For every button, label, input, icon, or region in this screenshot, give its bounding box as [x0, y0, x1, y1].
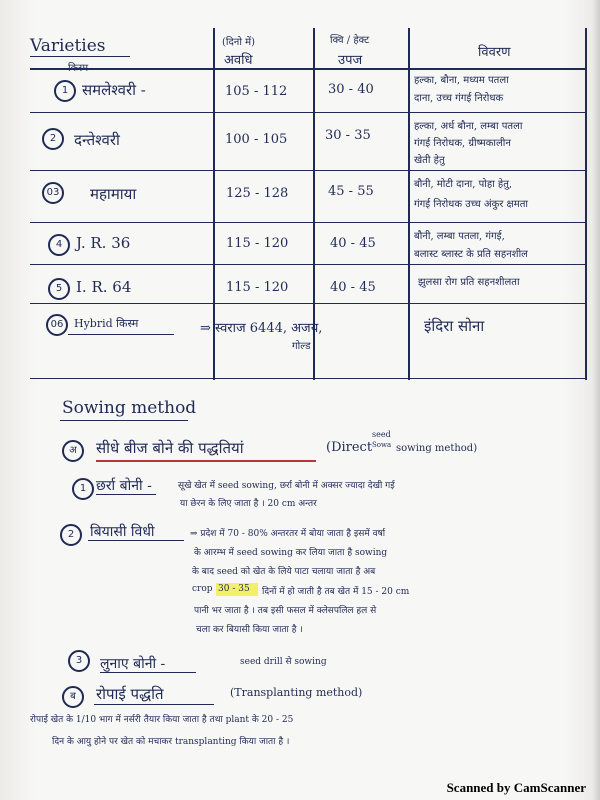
row-variety-name: I. R. 64 [76, 278, 132, 296]
row-desc-line: बौनी, मोटी दाना, पोहा हेतु, [414, 179, 513, 190]
header-yield: उपज [338, 53, 363, 68]
row-duration: 100 - 105 [225, 132, 288, 147]
header-duration-top: (दिनो में) [222, 37, 256, 48]
method-3-text: seed drill से sowing [240, 657, 327, 667]
section-b-title: रोपाई पद्धति [96, 685, 164, 703]
header-varieties-sub [68, 60, 88, 74]
table-col-divider-right [585, 28, 587, 380]
row-number: 4 [48, 234, 70, 256]
method-2-line: के आरम्भ में seed sowing कर लिया जाता है sowing [194, 548, 388, 558]
row-yield: 30 - 35 [325, 128, 371, 143]
section-a-en-small: seed [372, 430, 391, 439]
method-2-line: पानी भर जाता है । तब इसी फसल में क्लेसपलिल हल से [194, 606, 377, 616]
row-number: 03 [42, 182, 64, 204]
row-desc-line: बलास्ट ब्लास्ट के प्रति सहनशील [414, 249, 528, 260]
sowing-heading-underline [60, 420, 188, 421]
row-variety-name: दन्तेश्वरी [74, 131, 120, 149]
section-a-en-pre: (Direct [326, 440, 373, 455]
section-a-en-post: sowing method) [396, 443, 478, 454]
row-number: 06 [46, 314, 68, 336]
row-desc-line: खेती हेतु [414, 155, 445, 166]
table-row-rule [30, 222, 585, 223]
row-duration-cont: गोल्ड [292, 341, 311, 352]
table-row-rule [30, 303, 585, 304]
table-bottom-rule [30, 378, 585, 379]
row-duration: 115 - 120 [226, 280, 289, 295]
header-varieties: Varieties [30, 36, 106, 56]
table-header-rule [30, 68, 585, 70]
method-3-title: लुनाए बोनी - [100, 656, 166, 672]
header-varieties-underline [30, 56, 130, 57]
row-yield: 40 - 45 [330, 280, 376, 295]
row-duration: 125 - 128 [226, 186, 289, 201]
method-2-line: के बाद seed को खेत के लिये पाटा चलाया जाता है अब [192, 567, 376, 577]
table-row-rule [30, 112, 585, 113]
section-b-underline [94, 704, 214, 705]
row-variety-name: समलेश्वरी - [82, 81, 146, 99]
scanner-watermark: Scanned by CamScanner [446, 780, 586, 795]
row-variety-name: Hybrid किस्म [74, 317, 139, 330]
method-2-line4-pre: crop [192, 584, 213, 594]
method-2-underline [88, 540, 184, 541]
header-yield-top: क्वि / हेक्ट [330, 35, 370, 46]
section-b-line: दिन के आयु होने पर खेत को मचाकर transplanting किया जाता है । [52, 737, 290, 747]
method-2-number: 2 [60, 524, 82, 546]
row-desc-line: बौनी, लम्बा पतला, गंगई, [414, 231, 505, 242]
row-desc-line: इंदिरा सोना [424, 317, 485, 335]
row-variety-name: J. R. 36 [76, 234, 131, 252]
header-duration: अवधि [224, 53, 253, 68]
method-3-number: 3 [68, 650, 90, 672]
method-2-line4-post: दिनों में हो जाती है तब खेत में 15 - 20 cm [262, 587, 410, 597]
row-yield: 30 - 40 [328, 82, 374, 97]
row-duration: ⇒ स्वराज 6444, अजय, [200, 321, 323, 336]
method-2-title: बियासी विधी [90, 524, 155, 540]
row-duration: 115 - 120 [226, 236, 289, 251]
variety-underline [68, 334, 174, 335]
row-yield: 40 - 45 [330, 236, 376, 251]
table-row-rule [30, 264, 585, 265]
section-a-title: सीधे बीज बोने की पद्धतियां [96, 439, 244, 457]
method-2-line4-hl: 30 - 35 [218, 584, 250, 594]
method-2-line: ⇒ प्रदेश में 70 - 80% अन्तरतर में बोया जाता है इसमें वर्षा [190, 529, 386, 539]
sowing-heading: Sowing method [62, 398, 197, 418]
table-row-rule [30, 170, 585, 171]
section-b-en: (Transplanting method) [230, 686, 363, 699]
row-number: 2 [42, 128, 64, 150]
method-1-title: छर्रा बोनी - [96, 478, 152, 494]
row-yield: 45 - 55 [328, 184, 374, 199]
method-1-number: 1 [72, 478, 94, 500]
row-desc-line: गंगई निरोधक उच्च अंकुर क्षमता [414, 199, 528, 210]
method-1-line: सूखे खेत में seed sowing, छर्रा बोनी में अक्सर ज्यादा देखी गई [178, 481, 395, 491]
section-a-number: अ [62, 440, 84, 462]
row-desc-line: झुलसा रोग प्रति सहनशीलता [418, 277, 520, 288]
row-number: 5 [48, 278, 70, 300]
page-edge-shadow [592, 0, 600, 800]
row-desc-line: हल्का, अर्ध बौना, लम्बा पतला [414, 121, 523, 132]
section-a-en-small2: Sowa [372, 441, 392, 449]
method-2-line: चला कर बियासी किया जाता है । [196, 625, 303, 635]
row-desc-line: दाना, उच्च गंगई निरोधक [414, 93, 504, 104]
row-duration: 105 - 112 [225, 84, 288, 99]
row-desc-line: गंगई निरोधक, ग्रीष्मकालीन [414, 138, 511, 149]
method-1-underline [96, 494, 156, 495]
method-1-line: या छेरन के लिए जाता है । 20 cm अन्तर [180, 499, 317, 509]
section-a-red-underline [96, 460, 316, 462]
table-col-divider-3 [408, 28, 410, 380]
header-description: विवरण [478, 45, 511, 60]
method-3-underline [100, 672, 196, 673]
section-b-number: ब [62, 686, 84, 708]
row-variety-name: महामाया [90, 185, 137, 203]
section-b-line: रोपाई खेत के 1/10 भाग में नर्सरी तैयार किया जाता है तथा plant के 20 - 25 [30, 715, 294, 725]
row-number: 1 [54, 80, 76, 102]
row-desc-line: हल्का, बौना, मध्यम पतला [414, 75, 509, 86]
